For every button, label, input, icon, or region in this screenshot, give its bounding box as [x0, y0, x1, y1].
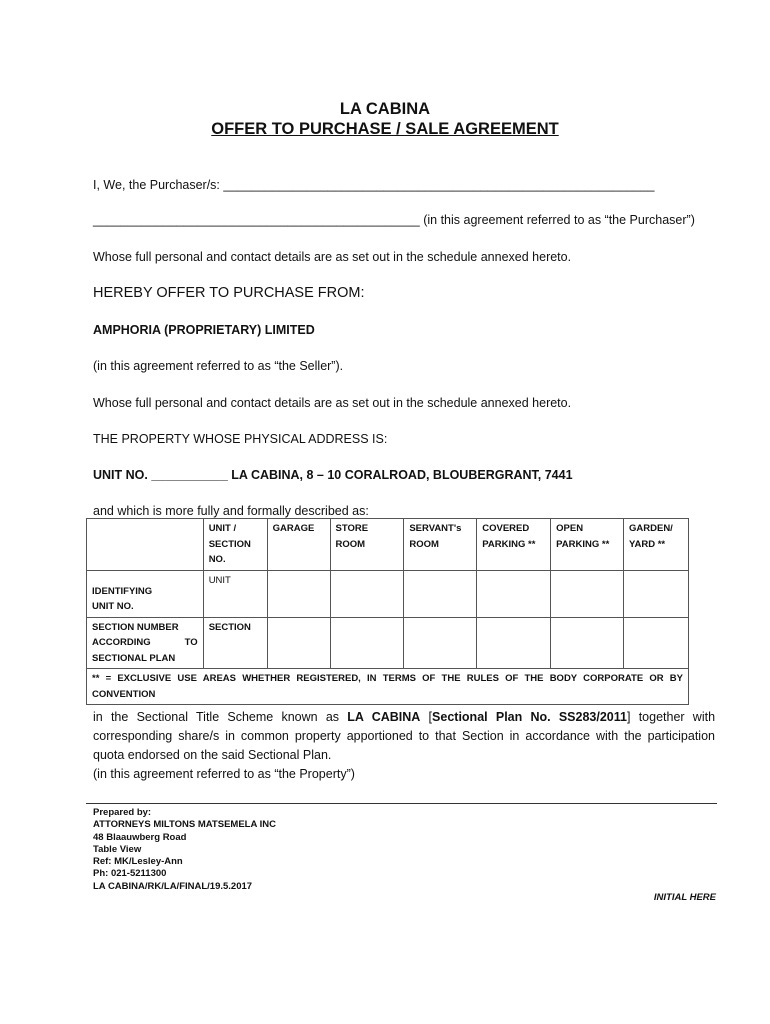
table-cell — [330, 570, 404, 617]
table-cell — [330, 617, 404, 669]
prepared-area: Table View — [93, 843, 142, 855]
scheme-name: LA CABINA — [347, 710, 421, 724]
footer-divider — [86, 803, 717, 804]
purchaser-line-1: I, We, the Purchaser/s: ______________________________________________________________ — [93, 178, 655, 192]
cell-section: SECTION — [203, 617, 267, 669]
header-garden-yard: GARDEN/ YARD ** — [624, 519, 689, 571]
property-heading: THE PROPERTY WHOSE PHYSICAL ADDRESS IS: — [93, 432, 388, 446]
table-cell — [267, 570, 330, 617]
row-label-section-number: SECTION NUMBER ACCORDING TO SECTIONAL PLAN — [87, 617, 204, 669]
table-cell — [551, 570, 624, 617]
table-row — [87, 617, 689, 669]
header-servants-room: SERVANT's ROOM — [404, 519, 477, 571]
table-corner-cell — [87, 519, 204, 571]
prepared-street: 48 Blaauwberg Road — [93, 831, 187, 843]
property-reference: (in this agreement referred to as “the Property”) — [93, 767, 355, 781]
seller-name: AMPHORIA (PROPRIETARY) LIMITED — [93, 323, 315, 337]
table-cell — [404, 617, 477, 669]
property-described: and which is more fully and formally described as: — [93, 504, 369, 518]
purchaser-details: Whose full personal and contact details are as set out in the schedule annexed hereto. — [93, 250, 572, 264]
document-subtitle: OFFER TO PURCHASE / SALE AGREEMENT — [211, 120, 559, 138]
table-footnote: ** = EXCLUSIVE USE AREAS WHETHER REGISTERED, IN TERMS OF THE RULES OF THE BODY CORPORATE OR BY CONVENTION — [87, 669, 689, 705]
table-cell — [477, 617, 551, 669]
table-cell — [404, 570, 477, 617]
header-open-parking: OPEN PARKING ** — [551, 519, 624, 571]
prepared-by-block — [93, 807, 276, 893]
sectional-plan-number: Sectional Plan No. SS283/2011 — [432, 710, 627, 724]
table-header-row — [87, 519, 689, 571]
seller-details: Whose full personal and contact details are as set out in the schedule annexed hereto. — [93, 396, 572, 410]
header-covered-parking: COVERED PARKING ** — [477, 519, 551, 571]
header-garage: GARAGE — [267, 519, 330, 571]
initial-here-label: INITIAL HERE — [653, 892, 716, 903]
prepared-reference: Ref: MK/Lesley-Ann — [93, 856, 183, 868]
prepared-firm: ATTORNEYS MILTONS MATSEMELA INC — [93, 819, 276, 831]
document-title: LA CABINA — [339, 100, 431, 118]
table-cell — [624, 570, 689, 617]
scheme-paragraph: in the Sectional Title Scheme known as LA CABINA [Sectional Plan No. SS283/2011] together with corresponding share/s in common property apportioned to that Section in accordance with the participation quota endorsed on the said Sectional Plan. (in this agreement referred to as “the Property”) — [93, 708, 715, 784]
property-description-table — [86, 518, 689, 705]
document-reference: LA CABINA/RK/LA/FINAL/19.5.2017 — [93, 880, 253, 892]
purchaser-line-2: _______________________________________________ (in this agreement referred to as “the Purchaser”) — [93, 213, 695, 227]
property-address: UNIT NO. ___________ LA CABINA, 8 – 10 CORALROAD, BLOUBERGRANT, 7441 — [93, 468, 573, 482]
table-cell — [267, 617, 330, 669]
seller-reference: (in this agreement referred to as “the Seller”). — [93, 359, 344, 373]
header-unit-section: UNIT / SECTION NO. — [203, 519, 267, 571]
header-store-room: STORE ROOM — [330, 519, 404, 571]
table-row — [87, 570, 689, 617]
table-cell — [477, 570, 551, 617]
row-label-identifying-unit: IDENTIFYING UNIT NO. — [87, 570, 204, 617]
prepared-phone: Ph: 021-5211300 — [93, 868, 167, 880]
table-footnote-row — [87, 669, 689, 705]
offer-heading: HEREBY OFFER TO PURCHASE FROM: — [93, 285, 365, 301]
table-cell — [551, 617, 624, 669]
table-cell — [624, 617, 689, 669]
prepared-label: Prepared by: — [93, 807, 152, 818]
cell-unit: UNIT — [203, 570, 267, 617]
